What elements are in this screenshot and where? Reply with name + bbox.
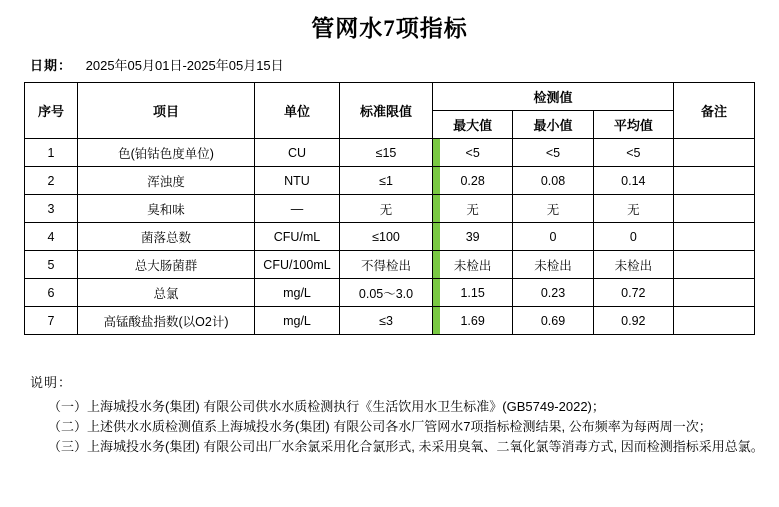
cell-unit: CU <box>255 139 340 167</box>
cell-avg: 0 <box>593 223 673 251</box>
cell-item: 高锰酸盐指数(以O2计) <box>78 307 255 335</box>
cell-remark <box>674 195 755 223</box>
cell-limit: ≤100 <box>340 223 433 251</box>
note-item: （一）上海城投水务(集团) 有限公司供水水质检测执行《生活饮用水卫生标准》(GB5749-2022)； <box>48 399 605 415</box>
cell-limit: ≤3 <box>340 307 433 335</box>
notes-title: 说明： <box>30 375 73 390</box>
cell-remark <box>674 279 755 307</box>
cell-min: 0 <box>513 223 593 251</box>
cell-remark <box>674 251 755 279</box>
cell-avg: 0.72 <box>593 279 673 307</box>
cell-avg: 0.14 <box>593 167 673 195</box>
table-row <box>25 251 755 279</box>
header-avg: 平均值 <box>593 111 673 139</box>
cell-limit: ≤1 <box>340 167 433 195</box>
table-head <box>25 83 755 139</box>
notes-section <box>30 373 779 458</box>
report-page <box>0 10 779 507</box>
table-body <box>25 139 755 335</box>
table-row <box>25 195 755 223</box>
cell-item: 菌落总数 <box>78 223 255 251</box>
cell-limit: ≤15 <box>340 139 433 167</box>
cell-avg: <5 <box>593 139 673 167</box>
cell-limit: 0.05～3.0 <box>340 279 433 307</box>
note-item: （三）上海城投水务(集团) 有限公司出厂水余氯采用化合氯形式, 未采用臭氧、二氧化氯等消毒方式, 因而检测指标采用总氯。 <box>48 439 764 455</box>
cell-avg: 未检出 <box>593 251 673 279</box>
date-label: 日期： <box>30 58 73 73</box>
cell-unit: NTU <box>255 167 340 195</box>
cell-unit: CFU/100mL <box>255 251 340 279</box>
cell-item: 总大肠菌群 <box>78 251 255 279</box>
water-quality-table <box>24 82 755 335</box>
cell-min: 0.23 <box>513 279 593 307</box>
cell-unit: mg/L <box>255 307 340 335</box>
cell-remark <box>674 223 755 251</box>
cell-max: 无 <box>433 195 513 223</box>
cell-min: 0.08 <box>513 167 593 195</box>
cell-no: 2 <box>25 167 78 195</box>
cell-min: 无 <box>513 195 593 223</box>
cell-unit: mg/L <box>255 279 340 307</box>
cell-unit: CFU/mL <box>255 223 340 251</box>
cell-unit: — <box>255 195 340 223</box>
header-min: 最小值 <box>513 111 593 139</box>
table-row <box>25 167 755 195</box>
cell-max: 1.69 <box>433 307 513 335</box>
cell-no: 1 <box>25 139 78 167</box>
header-item: 项目 <box>78 83 255 139</box>
cell-no: 6 <box>25 279 78 307</box>
date-line <box>30 55 779 74</box>
cell-item: 浑浊度 <box>78 167 255 195</box>
cell-avg: 0.92 <box>593 307 673 335</box>
header-measured-group: 检测值 <box>433 83 674 111</box>
cell-no: 3 <box>25 195 78 223</box>
table-row <box>25 307 755 335</box>
date-value: 2025年05月01日-2025年05月15日 <box>85 58 284 73</box>
cell-max: 1.15 <box>433 279 513 307</box>
cell-remark <box>674 167 755 195</box>
header-limit: 标准限值 <box>340 83 433 139</box>
cell-item: 臭和味 <box>78 195 255 223</box>
table-row <box>25 223 755 251</box>
cell-no: 5 <box>25 251 78 279</box>
table-header-row-1 <box>25 83 755 111</box>
table-row <box>25 279 755 307</box>
cell-min: 未检出 <box>513 251 593 279</box>
header-max: 最大值 <box>433 111 513 139</box>
cell-min: <5 <box>513 139 593 167</box>
cell-limit: 不得检出 <box>340 251 433 279</box>
header-no: 序号 <box>25 83 78 139</box>
cell-remark <box>674 139 755 167</box>
table-row <box>25 139 755 167</box>
page-title: 管网水7项指标 <box>311 16 468 41</box>
header-unit: 单位 <box>255 83 340 139</box>
header-remark: 备注 <box>674 83 755 139</box>
cell-item: 色(铂钴色度单位) <box>78 139 255 167</box>
cell-avg: 无 <box>593 195 673 223</box>
cell-limit: 无 <box>340 195 433 223</box>
cell-min: 0.69 <box>513 307 593 335</box>
cell-max: 未检出 <box>433 251 513 279</box>
cell-max: <5 <box>433 139 513 167</box>
cell-remark <box>674 307 755 335</box>
cell-no: 4 <box>25 223 78 251</box>
cell-item: 总氯 <box>78 279 255 307</box>
cell-no: 7 <box>25 307 78 335</box>
note-item: （二）上述供水水质检测值系上海城投水务(集团) 有限公司各水厂管网水7项指标检测结果, 公布频率为每两周一次； <box>48 419 712 435</box>
cell-max: 39 <box>433 223 513 251</box>
cell-max: 0.28 <box>433 167 513 195</box>
